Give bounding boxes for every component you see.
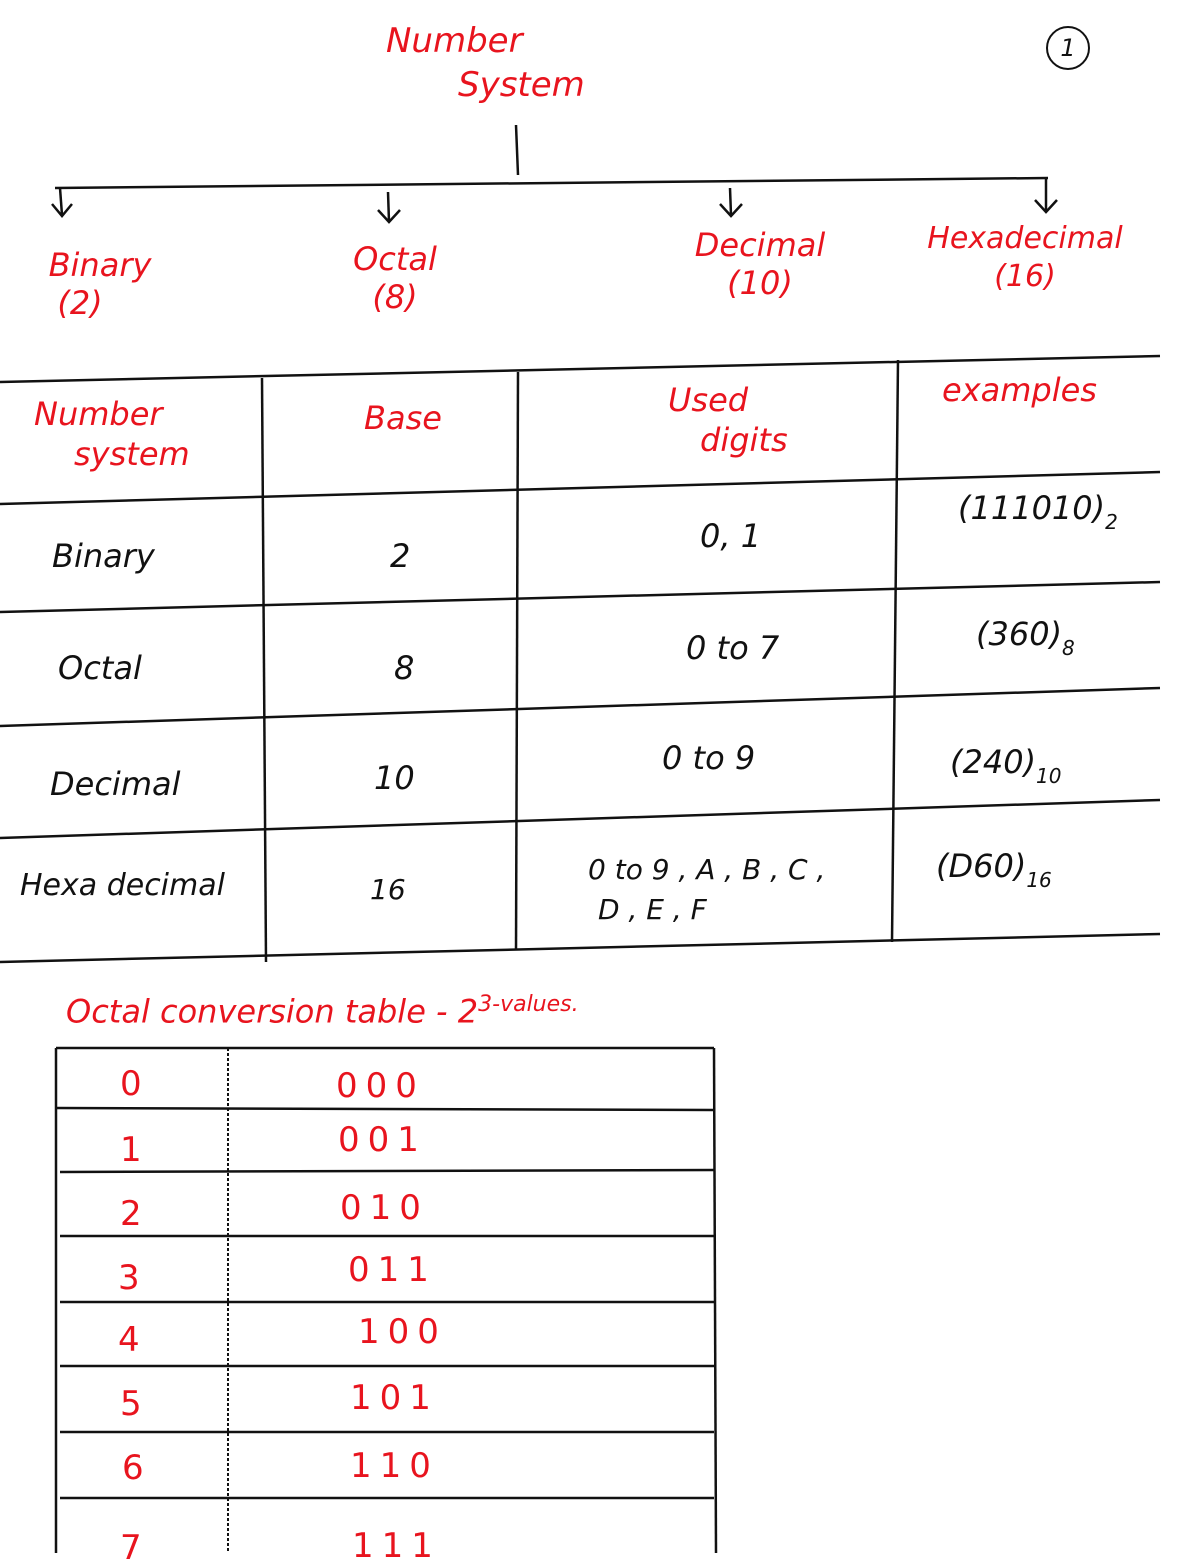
- table-rule: [0, 934, 1160, 962]
- table-rule: [262, 378, 266, 962]
- example-value: (D60): [936, 847, 1027, 885]
- example-base: 8: [1062, 636, 1075, 660]
- octal-binary-6: 110: [350, 1446, 439, 1486]
- octal-digit-7: 7: [120, 1528, 150, 1568]
- tree-title-line2: System: [458, 65, 585, 105]
- octal-binary-5: 101: [350, 1378, 439, 1418]
- table-rule: [0, 800, 1160, 838]
- octal-title-suffix: -values.: [492, 992, 579, 1017]
- branch-octal: [330, 240, 460, 316]
- table-rule: [892, 360, 898, 942]
- branch-base: (10): [727, 264, 793, 302]
- table-rule: [516, 372, 518, 950]
- octal-table-title: [66, 985, 579, 1032]
- digits-line: 0 to 9 , A , B , C ,: [588, 853, 826, 886]
- example-base: 10: [1036, 764, 1062, 788]
- arrow-down-icon: [52, 188, 72, 216]
- row-binary-example: [958, 488, 1118, 542]
- octal-digit-4: 4: [118, 1320, 148, 1360]
- tree-title-line1: Number: [386, 21, 523, 61]
- octal-digit-1: 1: [120, 1130, 150, 1170]
- row-decimal-example: [950, 742, 1062, 796]
- row-binary-system: Binary: [52, 537, 155, 575]
- octal-title-prefix: Octal conversion table - 2: [66, 992, 479, 1031]
- header-line: Number: [34, 395, 163, 433]
- row-decimal-digits: 0 to 9: [662, 739, 756, 777]
- octal-rule: [56, 1108, 714, 1110]
- octal-binary-1: 001: [338, 1120, 427, 1160]
- arrow-down-icon: [720, 188, 742, 216]
- digits-line: D , E , F: [598, 893, 707, 926]
- page-number: 1: [1046, 26, 1090, 70]
- branch-decimal: [680, 226, 840, 302]
- octal-digit-5: 5: [120, 1384, 150, 1424]
- branch-name: Hexadecimal: [927, 221, 1123, 256]
- row-octal-system: Octal: [58, 649, 142, 687]
- branch-binary: [30, 246, 170, 322]
- row-octal-digits: 0 to 7: [686, 629, 780, 667]
- octal-binary-7: 111: [352, 1526, 441, 1566]
- branch-base: (16): [994, 259, 1056, 294]
- example-base: 2: [1105, 510, 1118, 534]
- row-decimal-system: Decimal: [50, 765, 181, 803]
- example-value: (111010): [958, 489, 1106, 527]
- row-decimal-base: 10: [374, 759, 415, 797]
- branch-hexadecimal: [920, 220, 1130, 296]
- octal-digit-3: 3: [118, 1258, 148, 1298]
- row-binary-base: 2: [390, 537, 411, 575]
- octal-binary-2: 010: [340, 1188, 429, 1228]
- table-rule: [0, 582, 1160, 612]
- example-value: (360): [976, 615, 1063, 653]
- header-used-digits: [668, 380, 788, 460]
- row-hexa-system: Hexa decimal: [20, 868, 225, 903]
- branch-name: Octal: [353, 240, 437, 278]
- octal-digit-2: 2: [120, 1194, 150, 1234]
- example-value: (240): [950, 743, 1037, 781]
- branch-name: Decimal: [694, 226, 826, 264]
- branch-name: Binary: [48, 246, 152, 284]
- example-base: 16: [1026, 868, 1052, 892]
- arrow-down-icon: [1035, 178, 1057, 212]
- octal-digit-6: 6: [122, 1448, 152, 1488]
- octal-binary-4: 100: [358, 1312, 447, 1352]
- header-line: system: [74, 435, 190, 473]
- row-hexa-digits: [588, 850, 825, 930]
- branch-base: (8): [372, 278, 418, 316]
- row-hexa-example: [936, 846, 1052, 900]
- octal-digit-0: 0: [120, 1064, 150, 1104]
- tree-branch-bar: [55, 178, 1048, 188]
- header-number-system: [34, 394, 190, 474]
- header-base: Base: [364, 399, 442, 437]
- row-binary-digits: 0, 1: [700, 517, 762, 555]
- row-hexa-base: 16: [370, 873, 406, 906]
- table-rule: [0, 688, 1160, 726]
- tree-stem: [516, 125, 518, 175]
- arrow-down-icon: [378, 192, 400, 222]
- row-octal-example: [976, 614, 1075, 668]
- header-line: digits: [700, 421, 788, 459]
- header-line: Used: [668, 381, 749, 419]
- octal-binary-3: 011: [348, 1250, 437, 1290]
- octal-binary-0: 000: [336, 1066, 425, 1106]
- header-examples: examples: [942, 371, 1097, 409]
- branch-base: (2): [57, 284, 103, 322]
- row-octal-base: 8: [394, 649, 415, 687]
- octal-rule: [60, 1170, 714, 1172]
- octal-rule: [714, 1048, 716, 1553]
- octal-title-exponent: 3: [478, 992, 493, 1017]
